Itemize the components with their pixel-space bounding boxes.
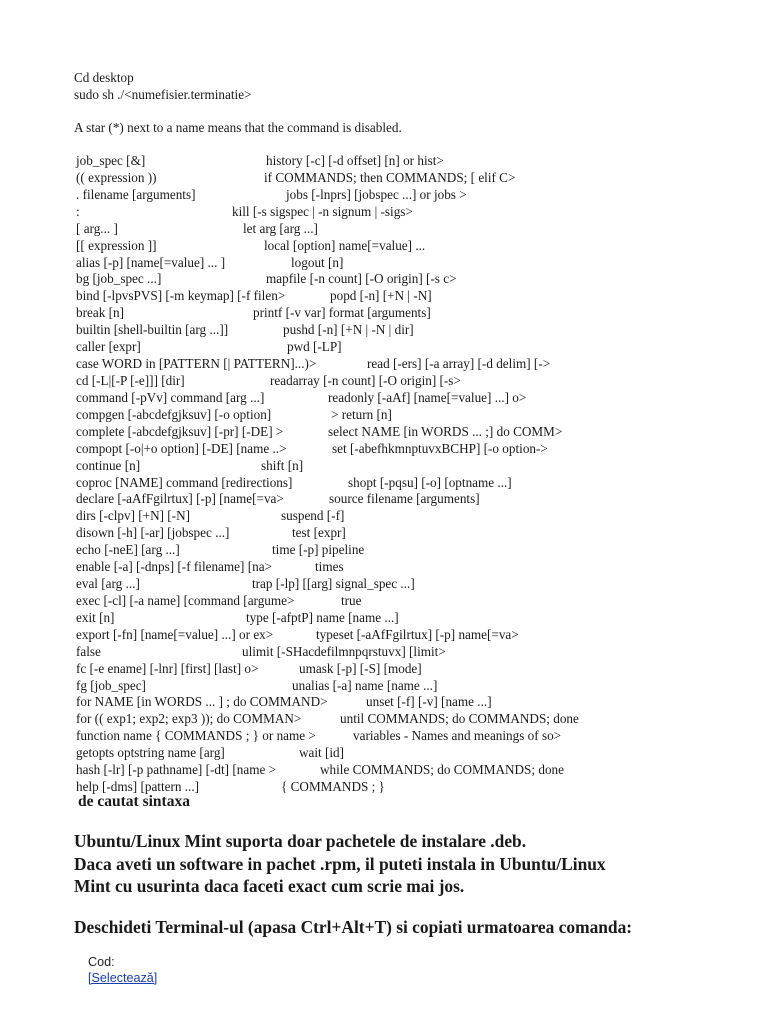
command-left: (( expression )) <box>76 169 157 185</box>
command-row <box>0 339 768 356</box>
command-right: let arg [arg ...] <box>243 220 318 236</box>
command-left: builtin [shell-builtin [arg ...]] <box>76 322 229 338</box>
command-right: > return [n] <box>331 406 392 422</box>
command-row <box>0 288 768 305</box>
command-row <box>0 728 768 745</box>
command-row <box>0 525 768 542</box>
command-left: declare [-aAfFgilrtux] [-p] [name[=va> <box>76 491 284 507</box>
command-right: { COMMANDS ; } <box>281 779 385 794</box>
command-row <box>0 407 768 424</box>
command-right: jobs [-lnprs] [jobspec ...] or jobs > <box>286 186 467 202</box>
command-right: kill [-s sigspec | -n signum | -sigs> <box>232 203 413 219</box>
command-left: exec [-cl] [-a name] [command [argume> <box>76 592 295 608</box>
command-left: alias [-p] [name[=value] ... ] <box>76 254 226 270</box>
command-row <box>0 170 768 187</box>
command-right: until COMMANDS; do COMMANDS; done <box>340 711 579 727</box>
command-right: mapfile [-n count] [-O origin] [-s c> <box>266 271 457 287</box>
command-left: help [-dms] [pattern ...] <box>76 779 200 794</box>
command-left: hash [-lr] [-p pathname] [-dt] [name > <box>76 762 277 778</box>
command-right: shift [n] <box>261 457 304 473</box>
command-row <box>0 559 768 576</box>
command-left: for (( exp1; exp2; exp3 )); do COMMAN> <box>76 711 302 727</box>
command-row <box>0 238 768 255</box>
command-right: umask [-p] [-S] [mode] <box>299 660 422 676</box>
command-right: readonly [-aAf] [name[=value] ...] o> <box>328 389 527 405</box>
command-left: getopts optstring name [arg] <box>76 745 225 761</box>
command-left: break [n] <box>76 305 124 321</box>
command-left: enable [-a] [-dnps] [-f filename] [na> <box>76 559 272 575</box>
command-row <box>0 661 768 678</box>
command-row <box>0 305 768 322</box>
command-right: ulimit [-SHacdefilmnpqrstuvx] [limit> <box>242 643 446 659</box>
command-right: history [-c] [-d offset] [n] or hist> <box>266 153 444 168</box>
star-note: A star (*) next to a name means that the command is disabled. <box>74 120 402 135</box>
command-right: select NAME [in WORDS ... ;] do COMM> <box>328 423 563 439</box>
command-left: compgen [-abcdefgjksuv] [-o option] <box>76 406 272 422</box>
command-row <box>0 678 768 695</box>
code-line <box>74 938 157 1002</box>
command-row <box>0 255 768 272</box>
command-left: continue [n] <box>76 457 141 473</box>
command-left: . filename [arguments] <box>76 186 196 202</box>
command-row <box>0 610 768 627</box>
command-left: case WORD in [PATTERN [| PATTERN]...)> <box>76 356 317 371</box>
command-row <box>0 271 768 288</box>
command-left: eval [arg ...] <box>76 576 140 591</box>
command-right: shopt [-pqsu] [-o] [optname ...] <box>348 474 512 490</box>
command-row <box>0 221 768 238</box>
command-row <box>0 153 768 170</box>
command-left: cd [-L|[-P [-e]]] [dir] <box>76 373 185 388</box>
command-row <box>0 627 768 644</box>
command-right: unset [-f] [-v] [name ...] <box>366 694 492 710</box>
command-right: test [expr] <box>292 525 346 541</box>
command-right: pwd [-LP] <box>287 339 342 355</box>
command-right: variables - Names and meanings of so> <box>353 728 562 744</box>
command-right: times <box>315 559 344 575</box>
ubuntu-line-1: Ubuntu/Linux Mint suporta doar pachetele de instalare .deb. <box>74 831 527 851</box>
command-left: [[ expression ]] <box>76 237 157 253</box>
command-row <box>0 475 768 492</box>
command-right: typeset [-aAfFgilrtux] [-p] name[=va> <box>316 626 519 642</box>
command-right: pushd [-n] [+N | -N | dir] <box>283 322 414 338</box>
ubuntu-line-2: Daca aveti un software in pachet .rpm, il puteti instala in Ubuntu/Linux <box>74 854 606 874</box>
command-row <box>0 745 768 762</box>
command-left: function name { COMMANDS ; } or name > <box>76 728 316 744</box>
ubuntu-line-3: Mint cu usurinta daca faceti exact cum scrie mai jos. <box>74 876 465 896</box>
command-right: printf [-v var] format [arguments] <box>253 305 431 321</box>
command-left: complete [-abcdefgjksuv] [-pr] [-DE] > <box>76 423 284 439</box>
intro-line-cd: Cd desktop <box>74 70 134 85</box>
command-right: type [-afptP] name [name ...] <box>246 609 399 625</box>
command-row <box>0 356 768 373</box>
command-row <box>0 424 768 441</box>
command-right: wait [id] <box>299 745 345 761</box>
command-left: for NAME [in WORDS ... ] ; do COMMAND> <box>76 694 328 710</box>
command-left: command [-pVv] command [arg ...] <box>76 389 265 405</box>
command-row <box>0 542 768 559</box>
select-code-link[interactable]: [Selectează] <box>88 971 158 985</box>
command-right: read [-ers] [-a array] [-d delim] [-> <box>367 356 551 371</box>
search-note: de cautat sintaxa <box>78 793 190 810</box>
command-left: coproc [NAME] command [redirections] <box>76 474 293 490</box>
command-right: set [-abefhkmnptuvxBCHP] [-o option-> <box>332 440 548 456</box>
command-left: bg [job_spec ...] <box>76 271 162 287</box>
command-row <box>0 694 768 711</box>
command-left: compopt [-o|+o option] [-DE] [name ..> <box>76 440 287 456</box>
command-left: disown [-h] [-ar] [jobspec ...] <box>76 525 230 541</box>
command-row <box>0 508 768 525</box>
command-right: source filename [arguments] <box>329 491 480 507</box>
command-row <box>0 441 768 458</box>
command-right: trap [-lp] [[arg] signal_spec ...] <box>252 576 415 591</box>
command-row <box>0 390 768 407</box>
command-row <box>0 458 768 475</box>
command-left: dirs [-clpv] [+N] [-N] <box>76 508 190 524</box>
command-row <box>0 593 768 610</box>
command-row <box>0 322 768 339</box>
command-right: suspend [-f] <box>281 508 345 524</box>
command-left: caller [expr] <box>76 339 141 355</box>
command-row <box>0 491 768 508</box>
command-right: if COMMANDS; then COMMANDS; [ elif C> <box>264 169 516 185</box>
code-label: Cod: <box>88 955 115 969</box>
command-left: false <box>76 643 101 659</box>
command-right: while COMMANDS; do COMMANDS; done <box>320 762 564 778</box>
command-row <box>0 204 768 221</box>
command-left: fg [job_spec] <box>76 677 146 693</box>
command-row <box>0 711 768 728</box>
command-right: readarray [-n count] [-O origin] [-s> <box>270 373 461 388</box>
command-row <box>0 187 768 204</box>
command-row <box>0 373 768 390</box>
command-row <box>0 644 768 661</box>
command-right: true <box>341 592 362 608</box>
command-left: fc [-e ename] [-lnr] [first] [last] o> <box>76 660 259 676</box>
intro-line-sudo: sudo sh ./<numefisier.terminatie> <box>74 87 252 102</box>
command-left: echo [-neE] [arg ...] <box>76 542 180 558</box>
command-row <box>0 762 768 779</box>
command-left: job_spec [&] <box>76 153 146 168</box>
command-left: : <box>76 203 80 219</box>
command-row <box>0 576 768 593</box>
terminal-instruction: Deschideti Terminal-ul (apasa Ctrl+Alt+T) si copiati urmatoarea comanda: <box>74 917 633 937</box>
command-right: logout [n] <box>291 254 344 270</box>
command-left: [ arg... ] <box>76 220 118 236</box>
command-left: export [-fn] [name[=value] ...] or ex> <box>76 626 274 642</box>
command-left: exit [n] <box>76 609 115 625</box>
command-right: time [-p] pipeline <box>272 542 365 558</box>
command-right: unalias [-a] name [name ...] <box>292 677 438 693</box>
command-right: local [option] name[=value] ... <box>264 237 426 253</box>
command-left: bind [-lpvsPVS] [-m keymap] [-f filen> <box>76 288 286 304</box>
command-right: popd [-n] [+N | -N] <box>330 288 432 304</box>
